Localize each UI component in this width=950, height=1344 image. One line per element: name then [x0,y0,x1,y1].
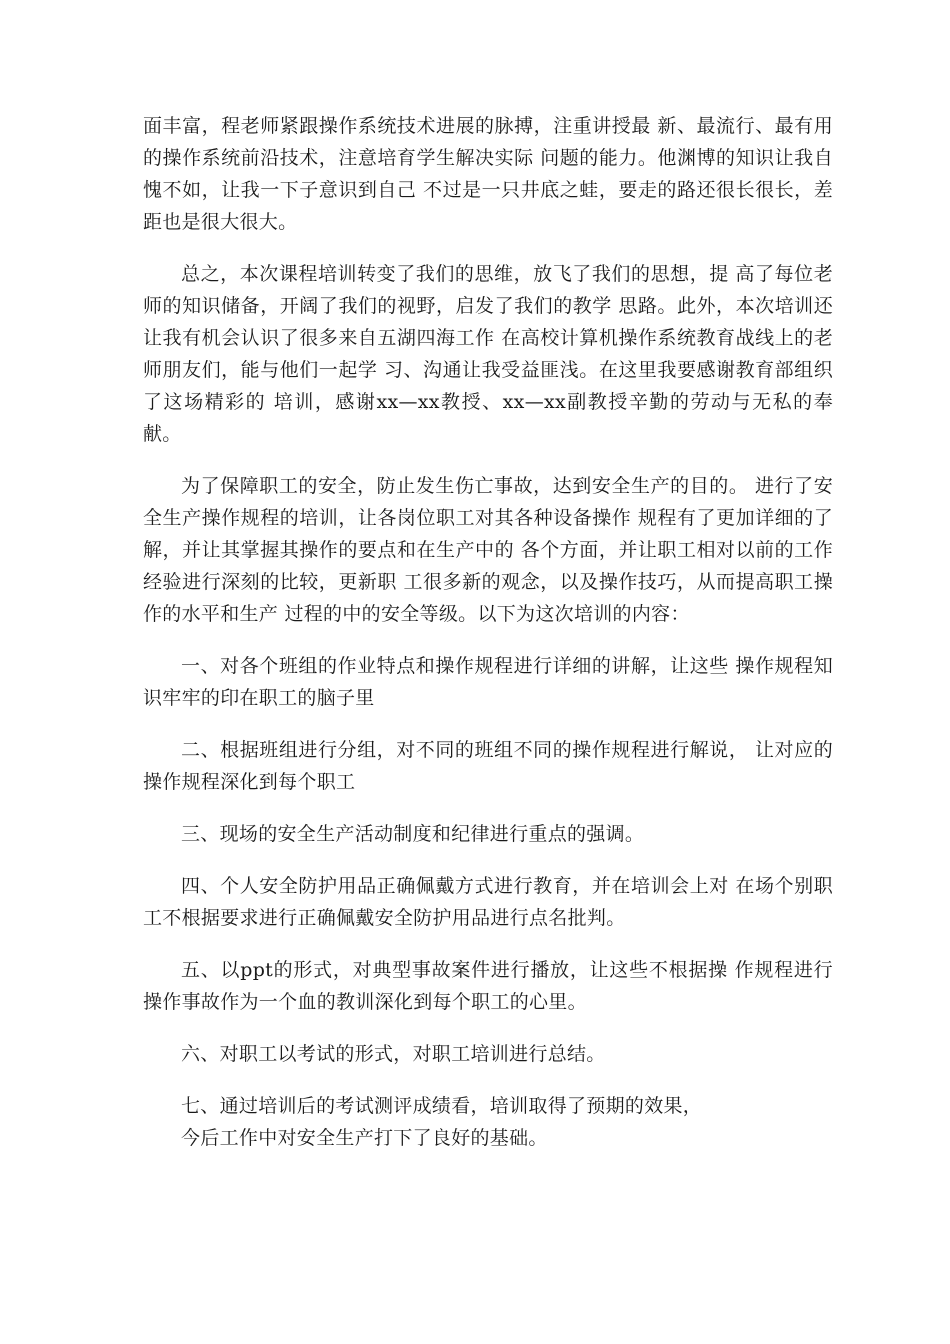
paragraph-continuation: 面丰富，程老师紧跟操作系统技术进展的脉搏，注重讲授最 新、最流行、最有用的操作系统前沿技术，注意培育学生解决实际 问题的能力。他渊博的知识让我自愧不如，让我一下子意识到自己 不过是一只井底之蛙，要走的路还很长很长，差距也是很大很大。 [143,115,833,233]
closing-line: 今后工作中对安全生产打下了良好的基础。 [181,1127,548,1149]
list-item-6: 六、对职工以考试的形式，对职工培训进行总结。 [181,1043,606,1065]
list-item-2: 二、根据班组进行分组，对不同的班组不同的操作规程进行解说， 让对应的操作规程深化到每个职工 [143,739,833,793]
list-item-3: 三、现场的安全生产活动制度和纪律进行重点的强调。 [181,823,645,845]
paragraph-safety-intro: 为了保障职工的安全，防止发生伤亡事故，达到安全生产的目的。 进行了安全生产操作规程的培训，让各岗位职工对其各种设备操作 规程有了更加详细的了解，并让其掌握其操作的要点和在生产中的 各个方面，并让职工相对以前的工作经验进行深刻的比较，更新职 工很多新的观念，以及操作技巧，从而提高职工操作的水平和生产 过程的中的安全等级。以下为这次培训的内容： [143,475,833,625]
list-item-4: 四、个人安全防护用品正确佩戴方式进行教育，并在培训会上对 在场个别职工不根据要求进行正确佩戴安全防护用品进行点名批判。 [143,875,833,929]
list-item-7: 七、通过培训后的考试测评成绩看，培训取得了预期的效果， [181,1095,703,1117]
list-item-5: 五、以ppt的形式，对典型事故案件进行播放，让这些不根据操 作规程进行操作事故作为一个血的教训深化到每个职工的心里。 [143,959,833,1013]
document-page [143,110,833,1174]
paragraph-summary: 总之，本次课程培训转变了我们的思维，放飞了我们的思想，提 高了每位老师的知识储备，开阔了我们的视野，启发了我们的教学 思路。此外，本次培训还让我有机会认识了很多来自五湖四海工作 在高校计算机操作系统教育战线上的老师朋友们，能与他们一起学 习、沟通让我受益匪浅。在这里我要感谢教育部组织了这场精彩的 培训，感谢xx—xx教授、xx—xx副教授辛勤的劳动与无私的奉献。 [143,263,833,445]
list-item-1: 一、对各个班组的作业特点和操作规程进行详细的讲解，让这些 操作规程知识牢牢的印在职工的脑子里 [143,655,833,709]
